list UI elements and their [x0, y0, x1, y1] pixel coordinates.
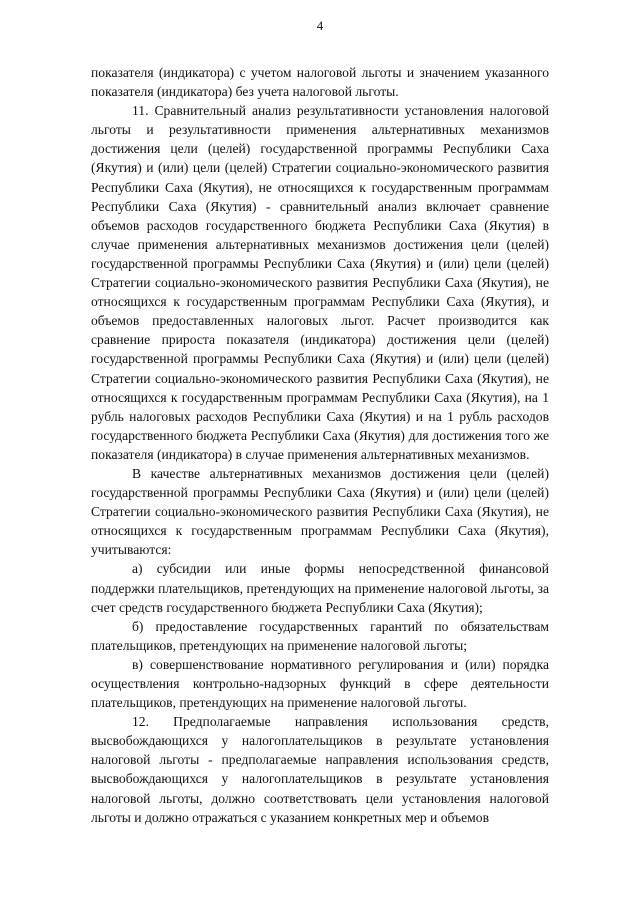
paragraph-subitem-b: б) предоставление государственных гарантий по обязательствам плательщиков, претендующих на применение налоговой льготы; — [91, 618, 549, 653]
paragraph-alternatives-intro: В качестве альтернативных механизмов достижения цели (целей) государственной программы Республики Саха (Якутия) и (или) цели (целей) Стратегии социально-экономического развития Республики Саха (Якутия), не относящихся к государственным программам Республики Саха (Якутия), учитываются: — [91, 465, 549, 558]
paragraph-subitem-a: а) субсидии или иные формы непосредственной финансовой поддержки плательщиков, претендующих на применение налоговой льготы, за счет средств государственного бюджета Республики Саха (Якутия); — [91, 561, 549, 615]
paragraph-item-11: 11. Сравнительный анализ результативности установления налоговой льготы и результативности применения альтернативных механизмов достижения цели (целей) государственной программы Республики Саха (Якутия) и (или) цели (целей) Стратегии социально-экономического развития Республики Саха (Якутия), не относящихся к государственным программам Республики Саха (Якутия) - сравнительный анализ включает сравнение объемов расходов государственного бюджета Республики Саха (Якутия) в случае применения альтернативных механизмов достижения цели (целей) государственной программы Республики Саха (Якутия) и (или) цели (целей) Стратегии социально-экономического развития Республики Саха (Якутия), не относящихся к государственным программам Республики Саха (Якутия), и объемов предоставленных налоговых льгот. Расчет производится как сравнение прироста показателя (индикатора) достижения цели (целей) государственной программы Республики Саха (Якутия) и (или) цели (целей) Стратегии социально-экономического развития Республики Саха (Якутия), не относящихся к государственным программам Республики Саха (Якутия), на 1 рубль налоговых расходов Республики Саха (Якутия) и на 1 рубль расходов государственного бюджета Республики Саха (Якутия) для достижения того же показателя (индикатора) в случае применения альтернативных механизмов. — [91, 103, 549, 462]
document-body — [91, 63, 549, 827]
paragraph-continuation: показателя (индикатора) с учетом налоговой льготы и значением указанного показателя (индикатора) без учета налоговой льготы. — [91, 65, 549, 100]
paragraph-item-12: 12. Предполагаемые направления использования средств, высвобождающихся у налогоплательщиков в результате установления налоговой льготы - предполагаемые направления использования средств, высвобождающихся у налогоплательщиков в результате установления налоговой льготы, должно соответствовать цели установления налоговой льготы и должно отражаться с указанием конкретных мер и объемов — [91, 714, 549, 825]
paragraph-subitem-v: в) совершенствование нормативного регулирования и (или) порядка осуществления контрольно-надзорных функций в сфере деятельности плательщиков, претендующих на применение налоговой льготы. — [91, 656, 549, 711]
page-number: 4 — [316, 18, 324, 33]
